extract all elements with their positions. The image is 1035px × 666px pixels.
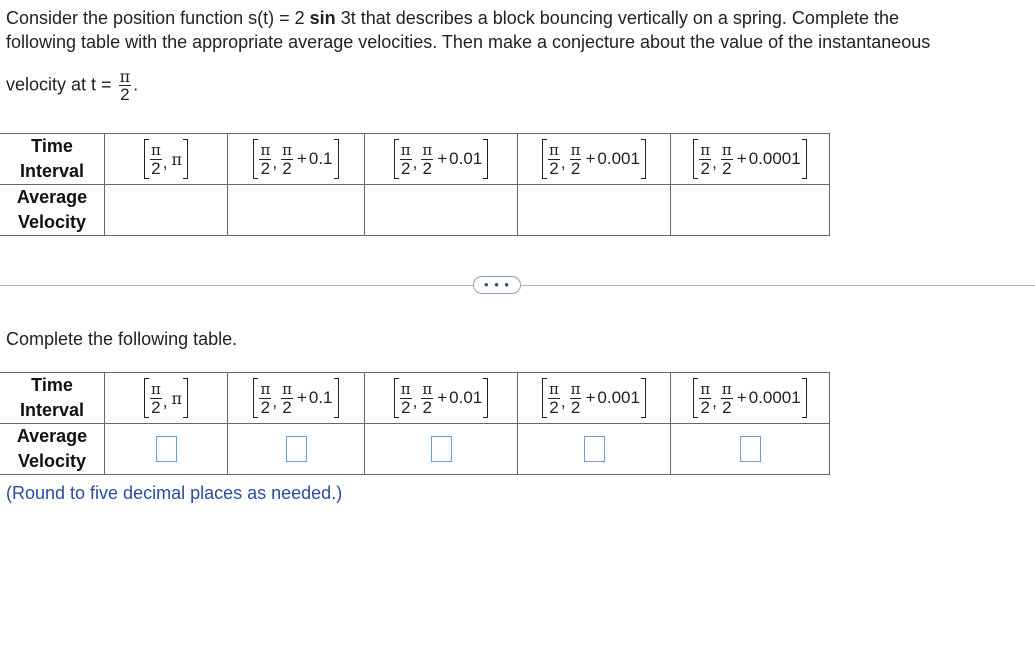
header-time: Time — [31, 375, 73, 395]
interval-expression — [365, 135, 517, 183]
plus-sign: + — [736, 388, 747, 407]
answer-input-3[interactable] — [431, 436, 452, 462]
interval-increment: 0.01 — [449, 149, 483, 168]
rounding-note: (Round to five decimal places as needed.) — [6, 483, 343, 503]
comma-separator: , — [272, 153, 278, 172]
pi-over-2-fraction — [281, 381, 293, 416]
plus-sign: + — [736, 149, 747, 168]
interval-expression — [365, 374, 517, 422]
comma-separator: , — [712, 392, 717, 411]
velocity-cell — [228, 185, 365, 236]
pi-over-2-fraction — [421, 381, 433, 416]
velocity-cell — [671, 185, 830, 236]
fraction-denominator: 2 — [282, 397, 292, 417]
comma-separator: , — [412, 392, 418, 411]
comma-separator: , — [712, 153, 717, 172]
interval-brackets — [394, 139, 488, 179]
interval-brackets — [144, 139, 188, 179]
fraction-numerator: π — [260, 379, 271, 398]
interval-cell — [671, 373, 830, 424]
fraction-denominator: 2 — [549, 397, 559, 417]
interval-end: π — [171, 149, 183, 169]
pi-over-2-fraction — [570, 381, 582, 416]
interval-brackets — [542, 139, 646, 179]
answer-input-4[interactable] — [584, 436, 605, 462]
pi-over-2-fraction — [150, 381, 162, 416]
fraction-denominator: 2 — [151, 397, 161, 417]
velocity-answer-cell — [228, 424, 365, 475]
interval-expression — [105, 135, 227, 183]
fraction-denominator: 2 — [400, 397, 411, 417]
interval-increment: 0.1 — [308, 149, 333, 168]
problem-line-2: following table with the appropriate average velocities. Then make a conjecture about the value of the instantaneous — [6, 32, 931, 52]
problem-line-1 — [6, 6, 1026, 30]
fraction-numerator: π — [282, 379, 292, 398]
comma-separator: , — [272, 392, 278, 411]
time-interval-row — [0, 373, 830, 424]
interval-increment: 0.1 — [308, 388, 333, 407]
problem-sin: sin — [309, 8, 336, 28]
fraction-numerator: π — [570, 379, 581, 398]
interval-brackets — [693, 139, 806, 179]
fraction-numerator: π — [400, 379, 411, 398]
fraction-denominator: 2 — [260, 158, 271, 178]
plus-sign: + — [437, 149, 448, 168]
interval-cell — [518, 134, 671, 185]
interval-expression — [228, 374, 364, 422]
fraction-numerator: π — [721, 379, 732, 398]
pi-over-2-fraction — [150, 142, 162, 177]
comma-separator: , — [162, 153, 168, 172]
interval-expression — [671, 135, 829, 183]
header-interval: Interval — [19, 400, 85, 420]
fraction-denominator: 2 — [120, 85, 130, 104]
t-fraction — [119, 68, 132, 103]
answer-table — [0, 372, 830, 475]
fraction-numerator: π — [422, 379, 433, 398]
interval-brackets — [253, 139, 338, 179]
interval-cell — [105, 373, 228, 424]
fraction-denominator: 2 — [282, 158, 292, 178]
pi-over-2-fraction — [699, 381, 711, 416]
header-interval: Interval — [19, 161, 85, 181]
interval-cell — [365, 134, 518, 185]
expand-more-button[interactable]: • • • — [473, 276, 521, 294]
pi-over-2-fraction — [259, 381, 271, 416]
instruction-text: Complete the following table. — [6, 329, 238, 349]
fraction-numerator: π — [570, 140, 581, 159]
header-average: Average — [16, 187, 88, 207]
velocity-cell — [105, 185, 228, 236]
pi-over-2-fraction — [421, 142, 433, 177]
velocity-answer-cell — [105, 424, 228, 475]
interval-increment: 0.01 — [449, 388, 483, 407]
fraction-numerator: π — [260, 140, 271, 159]
fraction-denominator: 2 — [151, 158, 161, 178]
fraction-numerator: π — [549, 379, 559, 398]
interval-cell — [518, 373, 671, 424]
plus-sign: + — [296, 388, 307, 407]
reference-table — [0, 133, 830, 236]
interval-increment: 0.001 — [597, 149, 640, 168]
header-time: Time — [31, 136, 73, 156]
time-interval-header — [0, 134, 105, 185]
interval-cell — [365, 373, 518, 424]
problem-statement — [6, 6, 1026, 103]
interval-expression — [671, 374, 829, 422]
fraction-denominator: 2 — [400, 158, 411, 178]
fraction-denominator: 2 — [422, 158, 432, 178]
time-interval-header — [0, 373, 105, 424]
plus-sign: + — [296, 149, 307, 168]
comma-separator: , — [412, 153, 418, 172]
fraction-denominator: 2 — [722, 397, 732, 417]
interval-brackets — [253, 378, 338, 418]
fraction-denominator: 2 — [260, 397, 271, 417]
average-velocity-row — [0, 185, 830, 236]
problem-line-3 — [6, 68, 1026, 103]
interval-expression — [518, 135, 670, 183]
velocity-answer-cell — [518, 424, 671, 475]
answer-input-2[interactable] — [286, 436, 307, 462]
average-velocity-row — [0, 424, 830, 475]
plus-sign: + — [585, 149, 596, 168]
interval-increment: 0.0001 — [748, 388, 801, 407]
header-average: Average — [16, 426, 88, 446]
fraction-numerator: π — [549, 140, 559, 159]
fraction-numerator: π — [119, 67, 131, 86]
interval-expression — [105, 374, 227, 422]
problem-text: . — [133, 74, 139, 95]
pi-over-2-fraction — [281, 142, 293, 177]
fraction-numerator: π — [700, 379, 711, 398]
fraction-denominator: 2 — [549, 158, 559, 178]
fraction-numerator: π — [422, 140, 433, 159]
average-velocity-header — [0, 185, 105, 236]
interval-brackets — [394, 378, 488, 418]
average-velocity-header — [0, 424, 105, 475]
fraction-numerator: π — [150, 140, 161, 159]
answer-input-1[interactable] — [156, 436, 177, 462]
comma-separator: , — [560, 153, 566, 172]
fraction-denominator: 2 — [570, 158, 581, 178]
interval-brackets — [542, 378, 646, 418]
problem-text: Consider the position function s(t) = 2 — [6, 8, 310, 28]
header-velocity: Velocity — [17, 451, 87, 471]
pi-over-2-fraction — [400, 381, 412, 416]
fraction-numerator: π — [721, 140, 732, 159]
interval-brackets — [693, 378, 806, 418]
plus-sign: + — [585, 388, 596, 407]
interval-expression — [228, 135, 364, 183]
pi-over-2-fraction — [721, 142, 733, 177]
fraction-numerator: π — [400, 140, 411, 159]
interval-increment: 0.0001 — [748, 149, 801, 168]
fraction-numerator: π — [282, 140, 292, 159]
velocity-cell — [518, 185, 671, 236]
comma-separator: , — [560, 392, 566, 411]
pi-over-2-fraction — [259, 142, 271, 177]
interval-cell — [105, 134, 228, 185]
pi-over-2-fraction — [548, 381, 560, 416]
problem-text: 3t that describes a block bouncing vertically on a spring. Complete the — [335, 8, 899, 28]
fraction-numerator: π — [700, 140, 711, 159]
fraction-denominator: 2 — [570, 397, 581, 417]
pi-over-2-fraction — [548, 142, 560, 177]
plus-sign: + — [437, 388, 448, 407]
time-interval-row — [0, 134, 830, 185]
velocity-answer-cell — [365, 424, 518, 475]
fraction-denominator: 2 — [700, 158, 710, 178]
interval-expression — [518, 374, 670, 422]
fraction-denominator: 2 — [722, 158, 732, 178]
interval-cell — [228, 134, 365, 185]
pi-over-2-fraction — [570, 142, 582, 177]
interval-increment: 0.001 — [597, 388, 640, 407]
comma-separator: , — [162, 392, 168, 411]
velocity-cell — [365, 185, 518, 236]
fraction-denominator: 2 — [422, 397, 432, 417]
interval-end: π — [171, 388, 183, 408]
header-velocity: Velocity — [17, 212, 87, 232]
fraction-denominator: 2 — [700, 397, 710, 417]
problem-text: velocity at t = — [6, 74, 117, 95]
pi-over-2-fraction — [400, 142, 412, 177]
interval-cell — [671, 134, 830, 185]
fraction-numerator: π — [150, 379, 161, 398]
interval-cell — [228, 373, 365, 424]
interval-brackets — [144, 378, 188, 418]
pi-over-2-fraction — [721, 381, 733, 416]
pi-over-2-fraction — [699, 142, 711, 177]
answer-input-5[interactable] — [740, 436, 761, 462]
velocity-answer-cell — [671, 424, 830, 475]
